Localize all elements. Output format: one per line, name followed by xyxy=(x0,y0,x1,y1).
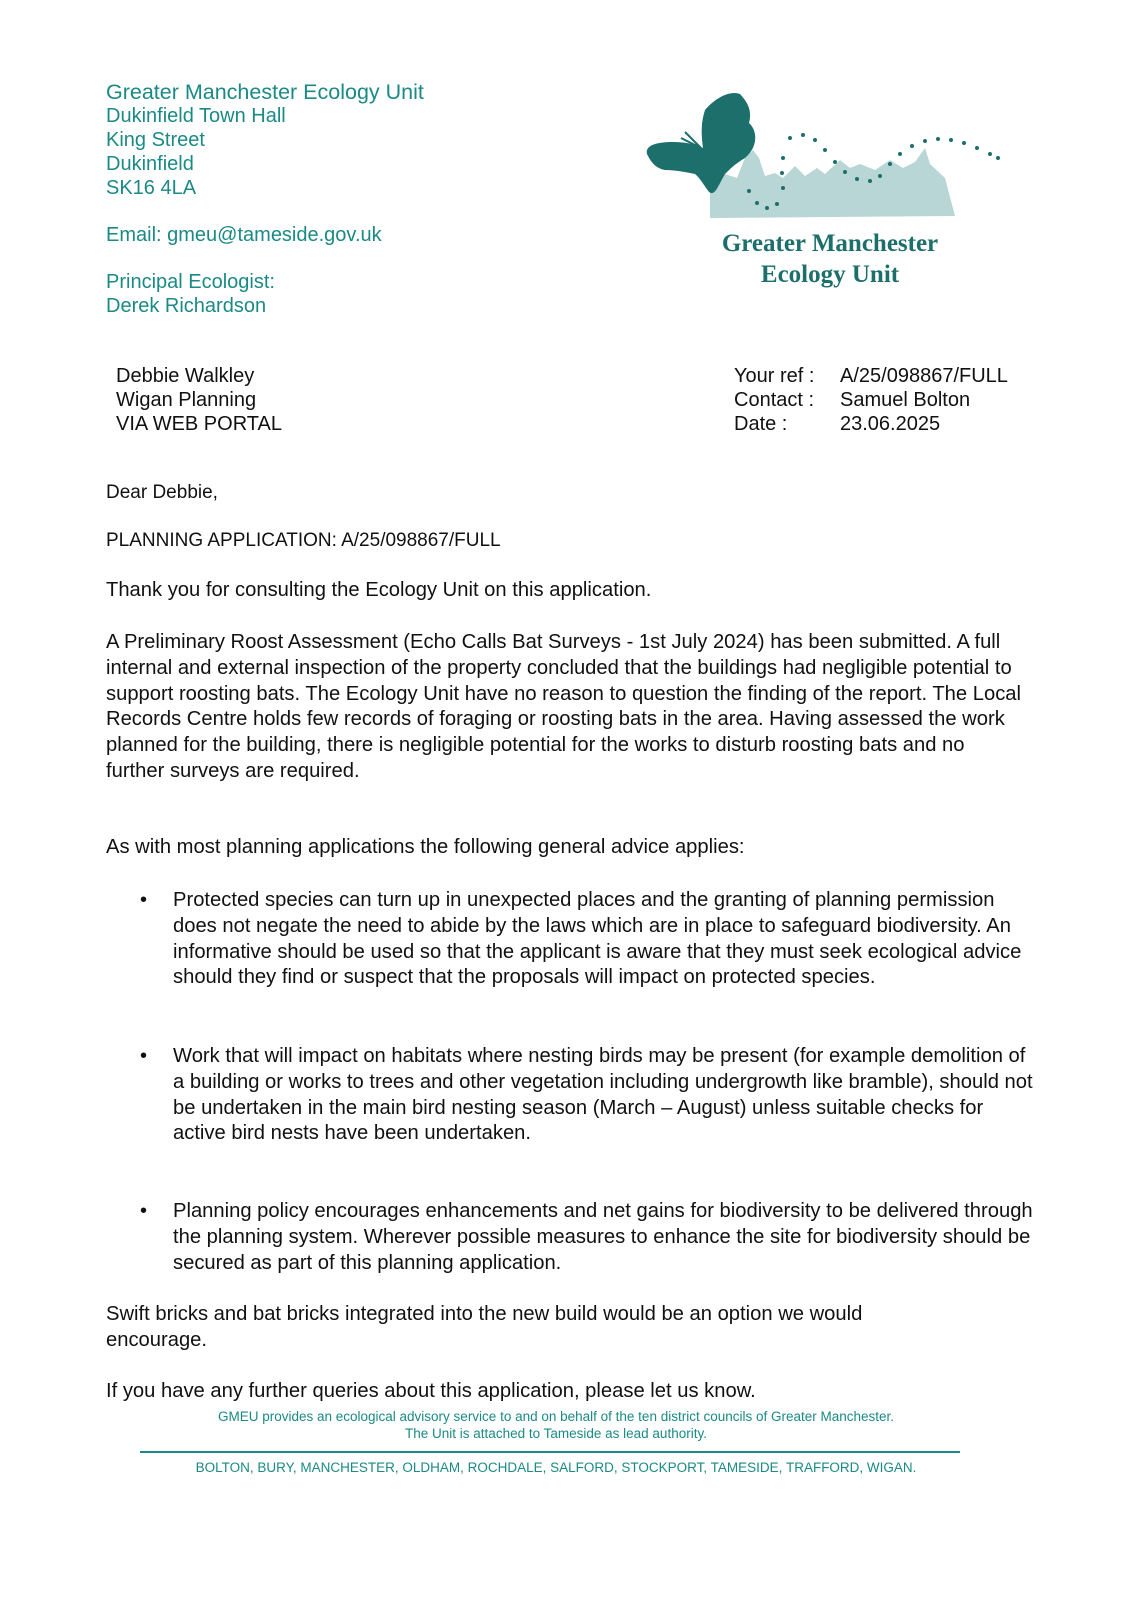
bullet-icon: • xyxy=(140,1200,148,1222)
ref-value: Samuel Bolton xyxy=(840,389,971,411)
logo-wordmark xyxy=(680,228,980,290)
footer-line-1: GMEU provides an ecological advisory service to and on behalf of the ten district councils of Greater Manchester. xyxy=(217,1409,895,1424)
principal-name: Derek Richardson xyxy=(106,295,267,317)
ref-row xyxy=(734,412,1008,436)
paragraph: A Preliminary Roost Assessment (Echo Calls Bat Surveys - 1st July 2024) has been submitted. A full internal and external inspection of the property concluded that the buildings had negligible potential to support roosting bats. The Ecology Unit have no reason to question the finding of the report. The Local Records Centre holds few records of foraging or roosting bats in the area. Having assessed the work planned for the building, there is negligible potential for the works to disturb roosting bats and no further surveys are required. xyxy=(106,631,1022,782)
reference-table xyxy=(734,364,1008,436)
sender-org: Greater Manchester Ecology Unit xyxy=(106,80,424,104)
ref-label: Contact : xyxy=(734,389,815,411)
principal-label: Principal Ecologist: xyxy=(106,271,275,293)
ref-row xyxy=(734,364,1008,388)
paragraph: As with most planning applications the following general advice applies: xyxy=(106,836,745,858)
ref-label: Your ref : xyxy=(734,365,815,387)
logo-line-2: Ecology Unit xyxy=(760,261,900,288)
salutation: Dear Debbie, xyxy=(106,482,218,503)
subject-line: PLANNING APPLICATION: A/25/098867/FULL xyxy=(106,530,501,551)
bullet-item: Planning policy encourages enhancements and net gains for biodiversity to be delivered through the planning system. Wherever possible measures to enhance the site for biodiversity should be secured as part of this planning application. xyxy=(173,1200,1033,1274)
butterfly-skyline-logo-icon xyxy=(645,88,1005,218)
ref-value: 23.06.2025 xyxy=(840,413,941,435)
paragraph: If you have any further queries about this application, please let us know. xyxy=(106,1380,756,1402)
footer-divider xyxy=(140,1451,960,1453)
bullet-icon: • xyxy=(140,889,148,911)
bullet-item: Work that will impact on habitats where nesting birds may be present (for example demolition of a building or works to trees and other vegetation including undergrowth like bramble), should not be undertaken in the main bird nesting season (March – August) unless suitable checks for active bird nests have been undertaken. xyxy=(173,1045,1033,1145)
email-line xyxy=(106,223,382,247)
address-line: King Street xyxy=(106,129,205,151)
footer-districts: BOLTON, BURY, MANCHESTER, OLDHAM, ROCHDALE, SALFORD, STOCKPORT, TAMESIDE, TRAFFORD, WIGAN. xyxy=(195,1460,917,1475)
email-label: Email: xyxy=(106,224,162,246)
address-line: Dukinfield Town Hall xyxy=(106,105,286,127)
bullet-item: Protected species can turn up in unexpected places and the granting of planning permission does not negate the need to abide by the laws which are in place to safeguard biodiversity. An informative should be used so that the applicant is aware that they must seek ecological advice should they find or suspect that the proposals will impact on protected species. xyxy=(173,889,1022,989)
address-line: Dukinfield xyxy=(106,153,194,175)
logo-line-1: Greater Manchester xyxy=(721,230,939,257)
ref-row xyxy=(734,388,1008,412)
email-link[interactable]: gmeu@tameside.gov.uk xyxy=(167,224,382,246)
bullet-icon: • xyxy=(140,1045,148,1067)
paragraph: Swift bricks and bat bricks integrated into the new build would be an option we would encourage. xyxy=(106,1303,863,1351)
footer-note xyxy=(0,1408,1122,1442)
principal-ecologist xyxy=(106,270,275,318)
recipient-block xyxy=(116,364,282,436)
ref-value: A/25/098867/FULL xyxy=(840,365,1008,387)
recipient-line: Wigan Planning xyxy=(116,389,257,411)
sender-address xyxy=(106,104,286,200)
recipient-line: Debbie Walkley xyxy=(116,365,255,387)
ref-label: Date : xyxy=(734,413,788,435)
address-line: SK16 4LA xyxy=(106,177,197,199)
paragraph: Thank you for consulting the Ecology Unit on this application. xyxy=(106,579,652,601)
recipient-line: VIA WEB PORTAL xyxy=(116,413,282,435)
footer-line-2: The Unit is attached to Tameside as lead authority. xyxy=(405,1426,707,1441)
